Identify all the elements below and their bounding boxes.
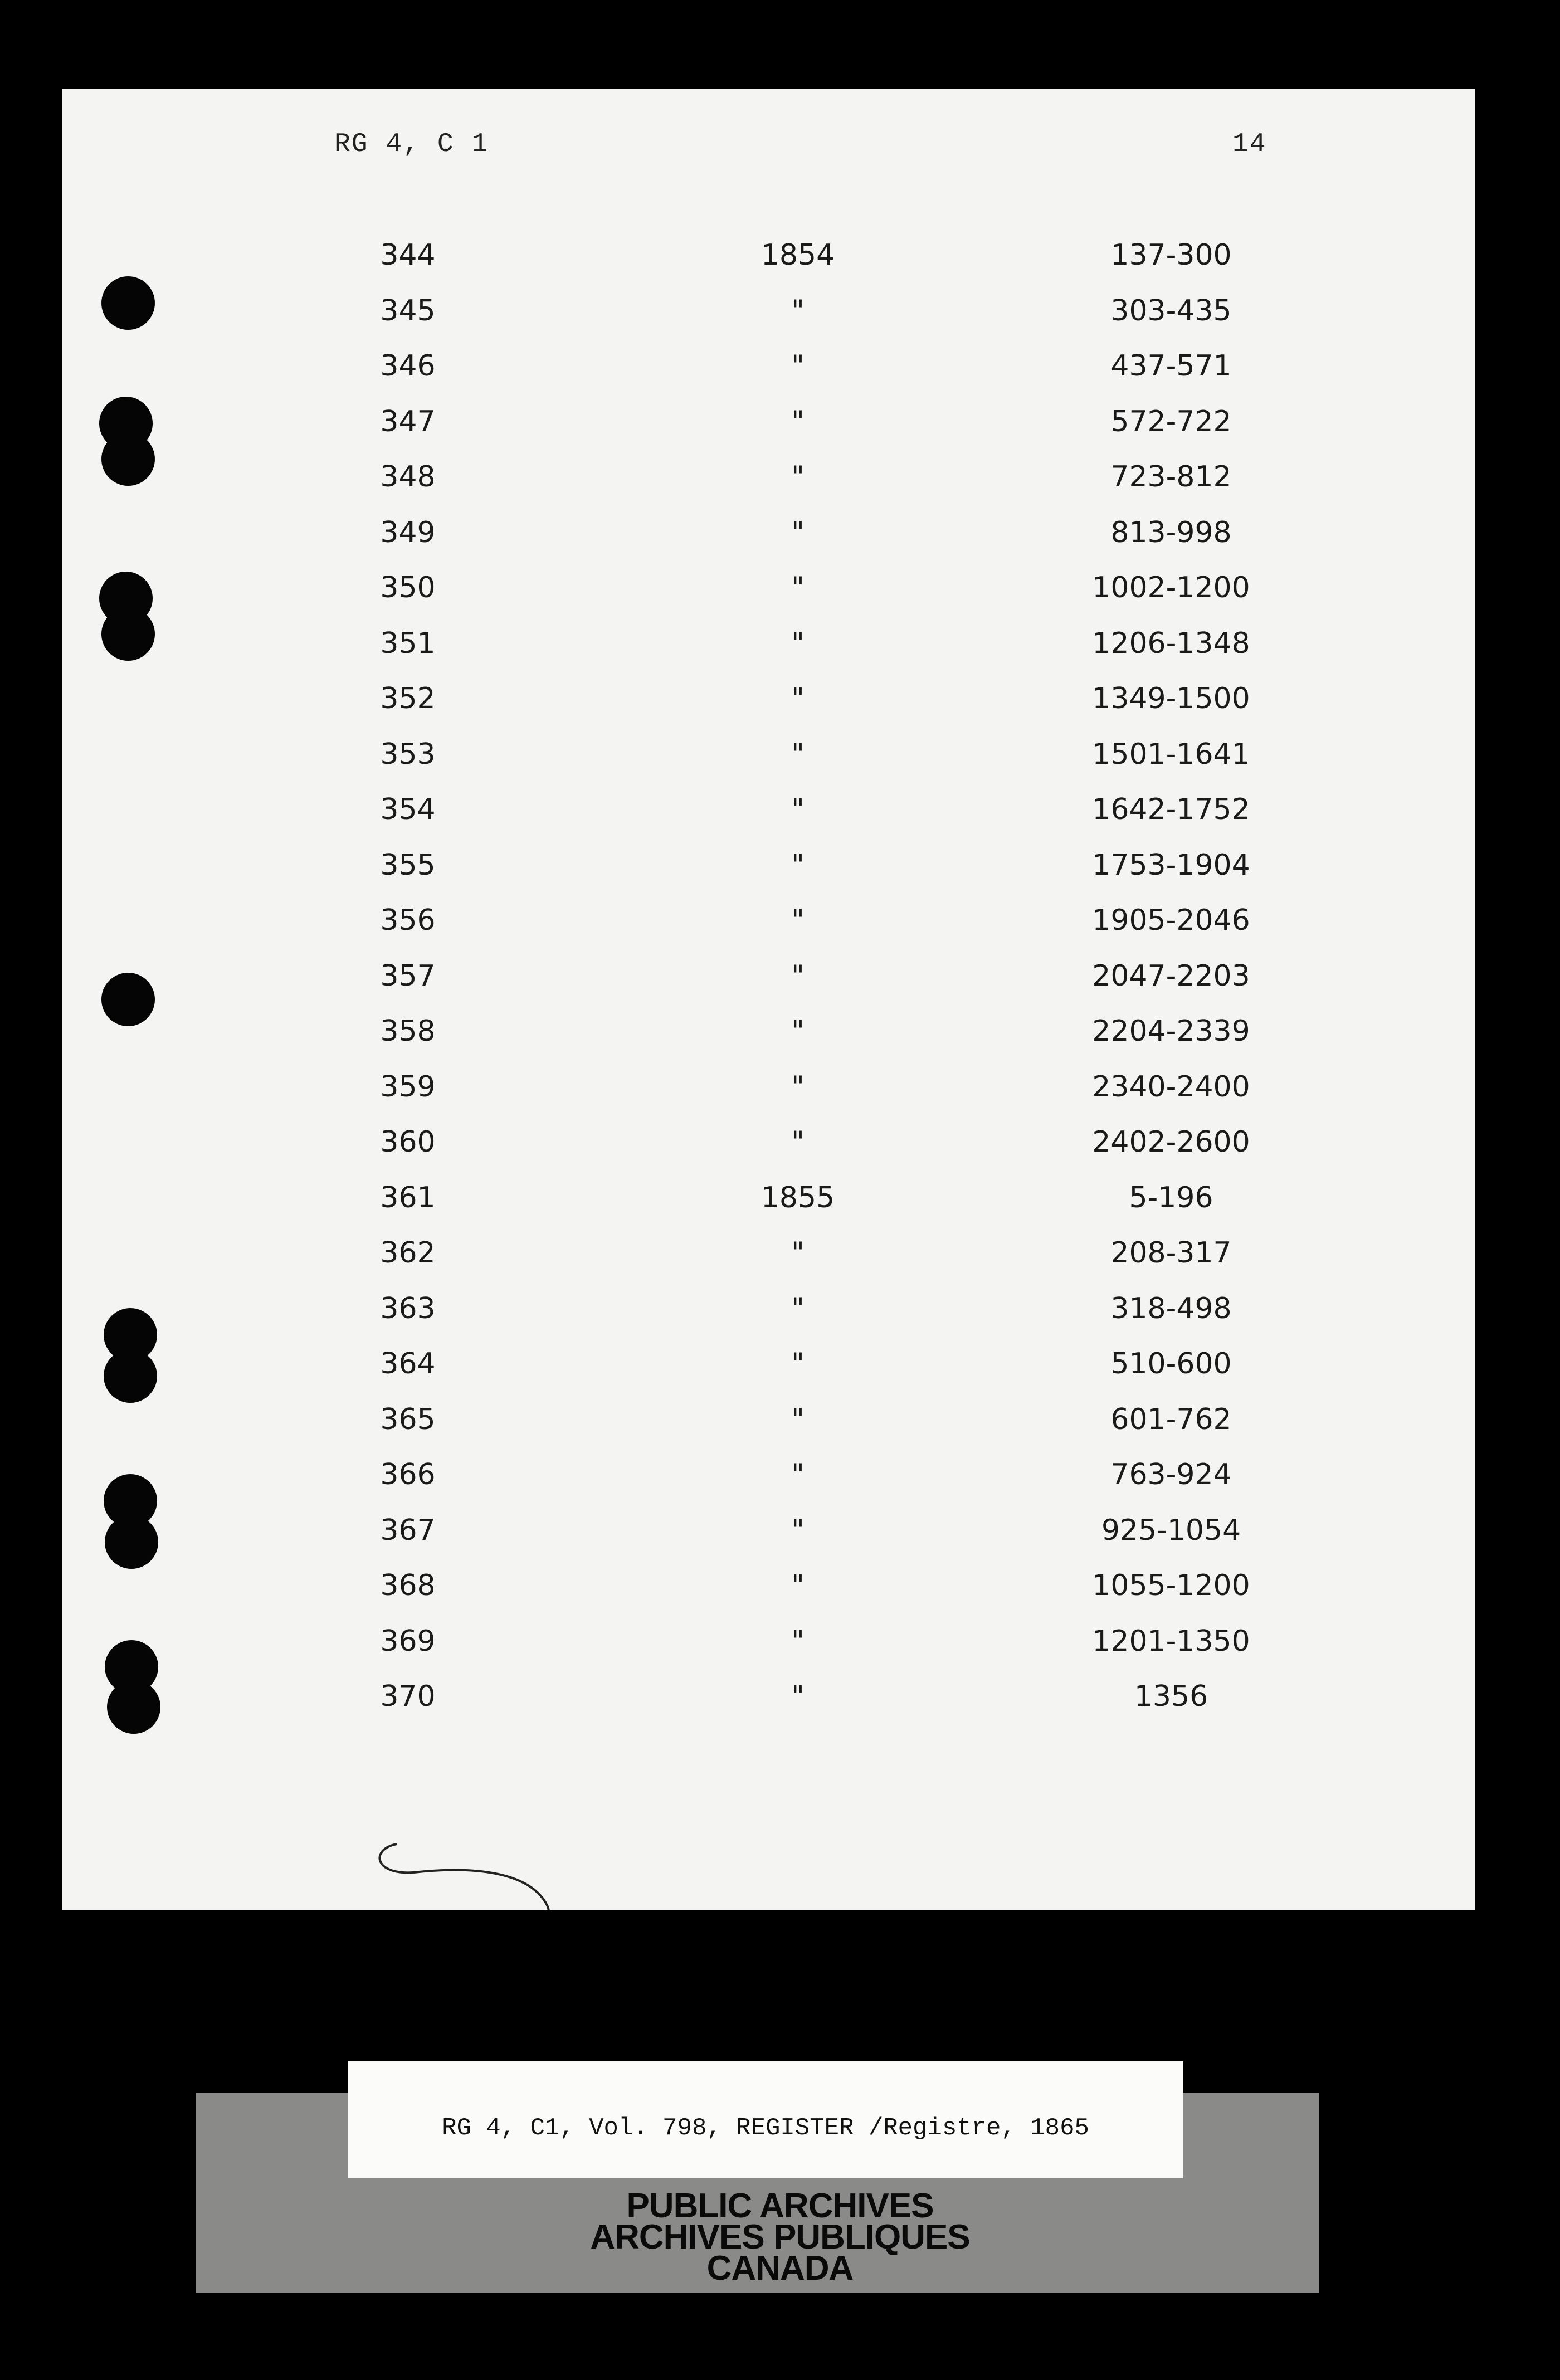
table-row (62, 1680, 1475, 1724)
volume-cell: 369 (380, 1625, 436, 1658)
year-cell: " (791, 571, 805, 604)
table-row (62, 904, 1475, 948)
microfilm-label: RG 4, C1, Vol. 798, REGISTER /Registre, 1865 (442, 2114, 1089, 2142)
reference-header: RG 4, C 1 (334, 129, 489, 159)
volume-cell: 346 (380, 349, 436, 383)
pages-cell: 1905-2046 (1092, 904, 1250, 937)
pages-cell: 1356 (1134, 1680, 1208, 1713)
table-row (62, 1236, 1475, 1281)
pages-cell: 137-300 (1110, 238, 1232, 272)
volume-cell: 365 (380, 1403, 436, 1436)
table-row (62, 349, 1475, 394)
table-row (62, 460, 1475, 505)
volume-cell: 370 (380, 1680, 436, 1713)
year-cell: " (791, 793, 805, 826)
year-cell: 1855 (760, 1181, 835, 1215)
volume-cell: 353 (380, 738, 436, 771)
table-row (62, 238, 1475, 283)
table-row (62, 738, 1475, 782)
year-cell: " (791, 1347, 805, 1381)
volume-cell: 368 (380, 1569, 436, 1602)
table-row (62, 405, 1475, 450)
year-cell: " (791, 1236, 805, 1270)
pages-cell: 2402-2600 (1092, 1125, 1250, 1159)
pages-cell: 1501-1641 (1092, 738, 1250, 771)
year-cell: " (791, 1403, 805, 1436)
pages-cell: 1002-1200 (1092, 571, 1250, 604)
pages-cell: 813-998 (1110, 516, 1232, 549)
year-cell: " (791, 1458, 805, 1491)
pages-cell: 318-498 (1110, 1292, 1232, 1325)
table-row (62, 294, 1475, 339)
pages-cell: 572-722 (1110, 405, 1232, 438)
pages-cell: 925-1054 (1101, 1514, 1241, 1547)
volume-cell: 352 (380, 682, 436, 715)
stamp-line: CANADA (706, 2249, 854, 2288)
document-page (62, 89, 1475, 1910)
volume-cell: 359 (380, 1070, 436, 1104)
pages-cell: 5-196 (1129, 1181, 1213, 1215)
year-cell: " (791, 1625, 805, 1658)
pages-cell: 1055-1200 (1092, 1569, 1250, 1602)
volume-cell: 355 (380, 848, 436, 882)
year-cell: " (791, 1514, 805, 1547)
volume-cell: 349 (380, 516, 436, 549)
table-row (62, 959, 1475, 1004)
volume-cell: 362 (380, 1236, 436, 1270)
label-card (348, 2061, 1183, 2178)
volume-cell: 347 (380, 405, 436, 438)
volume-cell: 364 (380, 1347, 436, 1381)
pages-cell: 208-317 (1110, 1236, 1232, 1270)
year-cell: " (791, 959, 805, 993)
volume-cell: 361 (380, 1181, 436, 1215)
volume-cell: 357 (380, 959, 436, 993)
year-cell: " (791, 1569, 805, 1602)
pages-cell: 763-924 (1110, 1458, 1232, 1491)
pages-cell: 1201-1350 (1092, 1625, 1250, 1658)
year-cell: " (791, 904, 805, 937)
volume-cell: 363 (380, 1292, 436, 1325)
pages-cell: 723-812 (1110, 460, 1232, 494)
volume-cell: 360 (380, 1125, 436, 1159)
year-cell: " (791, 405, 805, 438)
table-row (62, 516, 1475, 560)
table-row (62, 793, 1475, 837)
table-row (62, 627, 1475, 671)
year-cell: " (791, 294, 805, 328)
year-cell: " (791, 1125, 805, 1159)
volume-cell: 348 (380, 460, 436, 494)
volume-cell: 344 (380, 238, 436, 272)
year-cell: " (791, 848, 805, 882)
stamp-line: ARCHIVES PUBLIQUES (590, 2218, 970, 2256)
table-row (62, 1015, 1475, 1059)
table-row (62, 1458, 1475, 1503)
pages-cell: 303-435 (1110, 294, 1232, 328)
volume-cell: 366 (380, 1458, 436, 1491)
table-row (62, 1181, 1475, 1226)
volume-cell: 367 (380, 1514, 436, 1547)
year-cell: " (791, 1292, 805, 1325)
pages-cell: 510-600 (1110, 1347, 1232, 1381)
pages-cell: 437-571 (1110, 349, 1232, 383)
year-cell: " (791, 1015, 805, 1048)
volume-cell: 345 (380, 294, 436, 328)
pages-cell: 601-762 (1110, 1403, 1232, 1436)
table-row (62, 1403, 1475, 1447)
pages-cell: 1642-1752 (1092, 793, 1250, 826)
volume-cell: 351 (380, 627, 436, 660)
table-row (62, 1347, 1475, 1392)
table-row (62, 1070, 1475, 1115)
pages-cell: 1753-1904 (1092, 848, 1250, 882)
pages-cell: 2204-2339 (1092, 1015, 1250, 1048)
table-row (62, 1625, 1475, 1669)
year-cell: " (791, 627, 805, 660)
table-row (62, 1514, 1475, 1558)
table-row (62, 571, 1475, 616)
year-cell: 1854 (760, 238, 835, 272)
volume-cell: 356 (380, 904, 436, 937)
volume-cell: 354 (380, 793, 436, 826)
handwritten-scribble (363, 1838, 620, 1910)
archives-stamp (557, 2187, 1003, 2288)
volume-cell: 350 (380, 571, 436, 604)
pages-cell: 2047-2203 (1092, 959, 1250, 993)
table-row (62, 1569, 1475, 1613)
page-number: 14 (1232, 129, 1267, 159)
year-cell: " (791, 1070, 805, 1104)
volume-cell: 358 (380, 1015, 436, 1048)
pages-cell: 1349-1500 (1092, 682, 1250, 715)
year-cell: " (791, 349, 805, 383)
year-cell: " (791, 682, 805, 715)
year-cell: " (791, 738, 805, 771)
pages-cell: 1206-1348 (1092, 627, 1250, 660)
table-row (62, 1125, 1475, 1170)
table-row (62, 848, 1475, 893)
year-cell: " (791, 516, 805, 549)
stamp-line: PUBLIC ARCHIVES (626, 2187, 934, 2225)
table-row (62, 1292, 1475, 1337)
year-cell: " (791, 460, 805, 494)
year-cell: " (791, 1680, 805, 1713)
table-row (62, 682, 1475, 726)
pages-cell: 2340-2400 (1092, 1070, 1250, 1104)
